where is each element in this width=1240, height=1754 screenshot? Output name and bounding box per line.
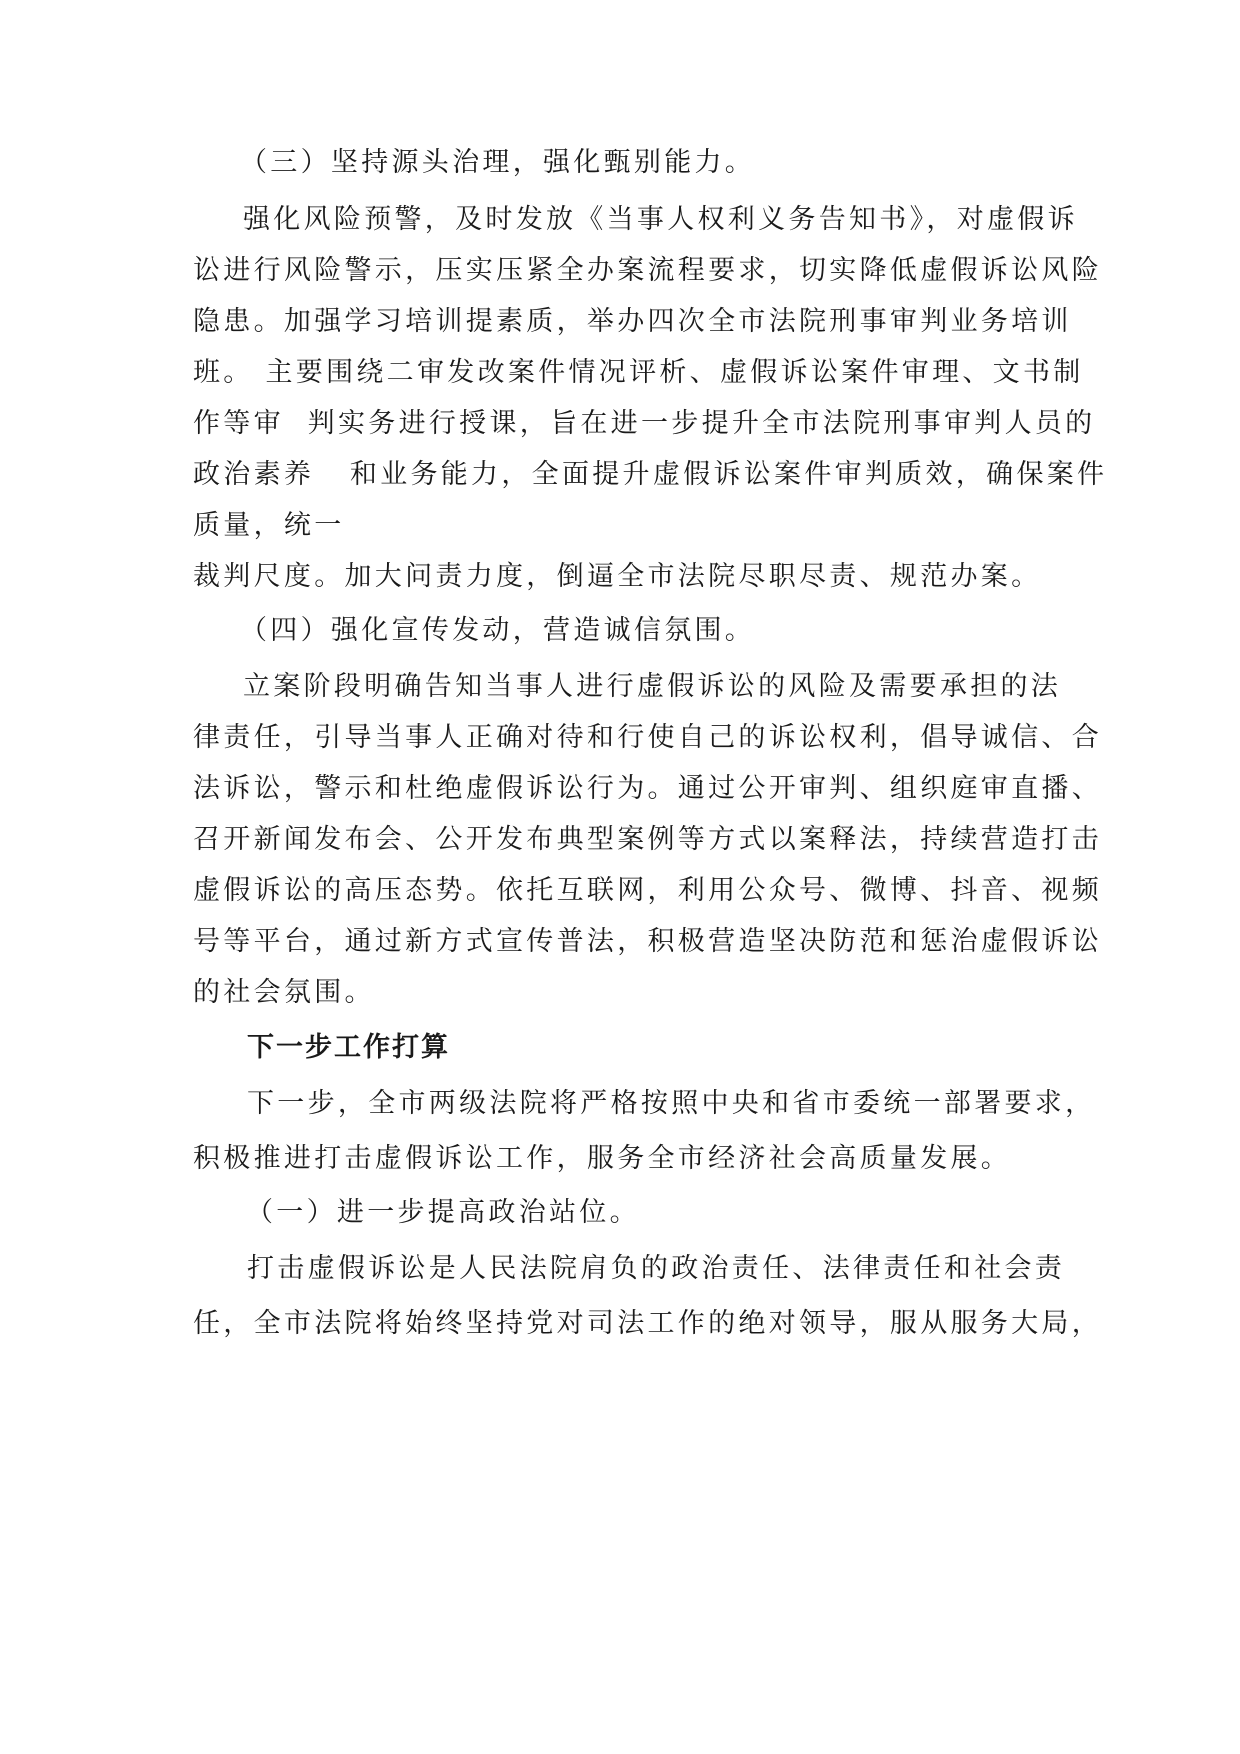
section-4-heading: （四）强化宣传发动，营造诚信氛围。 [240,615,756,646]
section-4-line-1: 立案阶段明确告知当事人进行虚假诉讼的风险及需要承担的法 [243,671,1062,702]
section-3-line-3: 隐患。加强学习培训提素质，举办四次全市法院刑事审判业务培训 [193,306,1072,337]
section-3-line-6: 政治素养 和业务能力，全面提升虚假诉讼案件审判质效，确保案件 [193,459,1108,490]
section-3-line-8: 裁判尺度。加大问责力度，倒逼全市法院尽职尽责、规范办案。 [193,561,1042,592]
section-4-line-6: 号等平台，通过新方式宣传普法，积极营造坚决防范和惩治虚假诉讼 [193,926,1102,957]
section-3-line-7: 质量，统一 [193,510,345,541]
section-3-line-2: 讼进行风险警示，压实压紧全办案流程要求，切实降低虚假诉讼风险 [193,255,1102,286]
section-4-line-2: 律责任，引导当事人正确对待和行使自己的诉讼权利，倡导诚信、合 [193,722,1102,753]
subsection-1-line-2: 任，全市法院将始终坚持党对司法工作的绝对领导，服从服务大局， [193,1308,1102,1339]
section-4-line-4: 召开新闻发布会、公开发布典型案例等方式以案释法，持续营造打击 [193,824,1102,855]
section-3-line-5: 作等审 判实务进行授课，旨在进一步提升全市法院刑事审判人员的 [193,408,1096,439]
subsection-1-heading: （一）进一步提高政治站位。 [246,1197,640,1228]
section-3-heading: （三）坚持源头治理，强化甄别能力。 [240,147,756,178]
next-steps-line-1: 下一步，全市两级法院将严格按照中央和省市委统一部署要求， [247,1088,1096,1119]
section-3-line-1: 强化风险预警，及时发放《当事人权利义务告知书》，对虚假诉 [243,204,1078,235]
next-steps-line-2: 积极推进打击虚假诉讼工作，服务全市经济社会高质量发展。 [193,1143,1012,1174]
section-3-line-4: 班。 主要围绕二审发改案件情况评析、虚假诉讼案件审理、文书制 [193,357,1084,388]
section-4-line-5: 虚假诉讼的高压态势。依托互联网，利用公众号、微博、抖音、视频 [193,875,1102,906]
section-4-line-7: 的社会氛围。 [193,977,375,1008]
next-steps-title: 下一步工作打算 [247,1032,450,1063]
subsection-1-line-1: 打击虚假诉讼是人民法院肩负的政治责任、法律责任和社会责 [247,1253,1066,1284]
section-4-line-3: 法诉讼，警示和杜绝虚假诉讼行为。通过公开审判、组织庭审直播、 [193,773,1102,804]
